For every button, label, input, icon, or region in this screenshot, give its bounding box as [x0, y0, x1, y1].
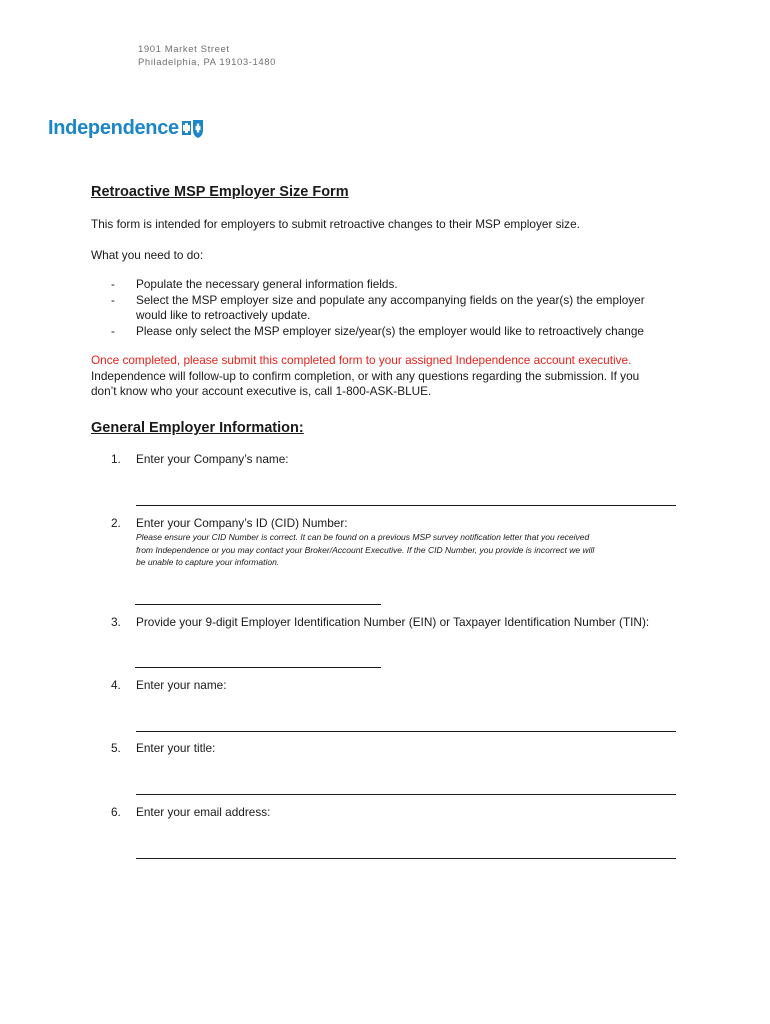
question-label: Enter your title:: [136, 741, 216, 755]
cid-note: [136, 531, 696, 569]
logo-text: Independence: [48, 116, 179, 139]
todo-heading: What you need to do:: [91, 248, 204, 262]
cid-number-field[interactable]: [135, 604, 381, 605]
question-your-name: [111, 678, 227, 693]
bullet-text: Please only select the MSP employer size/year(s) the employer would like to retroactively change: [136, 323, 644, 338]
question-company-name: [111, 452, 289, 467]
question-label: Provide your 9-digit Employer Identification Number (EIN) or Taxpayer Identification Number (TIN):: [136, 615, 650, 629]
section-heading: General Employer Information:: [91, 420, 304, 436]
bullet-dash: -: [111, 292, 115, 307]
question-number: 2.: [111, 516, 121, 530]
company-name-field[interactable]: [136, 505, 676, 506]
bullet-text: would like to retroactively update.: [136, 308, 311, 322]
question-label: Enter your Company’s name:: [136, 452, 289, 466]
blue-cross-blue-shield-icon: [182, 117, 204, 139]
email-field[interactable]: [136, 858, 676, 859]
bullet-dash: -: [111, 277, 115, 291]
mailing-address: [138, 43, 276, 69]
title-field[interactable]: [136, 794, 676, 795]
form-title: Retroactive MSP Employer Size Form: [91, 184, 349, 200]
question-title: [111, 741, 215, 756]
question-number: 5.: [111, 741, 121, 755]
question-email: [111, 805, 270, 820]
question-cid-number: [111, 516, 348, 531]
bullet-dash: -: [111, 323, 115, 338]
note-line: from Independence or you may contact your Broker/Account Executive. If the CID Number, you provide is incorrect we will: [136, 544, 595, 555]
question-number: 4.: [111, 678, 121, 692]
bullet-text: Select the MSP employer size and populate any accompanying fields on the year(s) the employer: [136, 292, 645, 307]
note-line: be unable to capture your information.: [136, 557, 280, 567]
question-label: Enter your Company’s ID (CID) Number:: [136, 516, 348, 530]
question-number: 3.: [111, 615, 121, 629]
list-item: [111, 277, 691, 293]
todo-list: [111, 277, 691, 339]
list-item-continuation: [111, 308, 691, 324]
address-line-2: Philadelphia, PA 19103-1480: [138, 57, 277, 68]
question-label: Enter your name:: [136, 678, 227, 692]
address-line-1: 1901 Market Street: [138, 44, 230, 55]
closing-line: don’t know who your account executive is, call 1-800-ASK-BLUE.: [91, 384, 432, 398]
list-item: [111, 293, 691, 309]
closing-paragraph: [91, 353, 691, 400]
bullet-text: Populate the necessary general information fields.: [136, 277, 398, 291]
question-number: 1.: [111, 452, 121, 466]
closing-line: Independence will follow-up to confirm completion, or with any questions regarding the submission. If you: [91, 368, 640, 383]
note-line: Please ensure your CID Number is correct. It can be found on a previous MSP survey notification letter that you received: [136, 532, 590, 542]
submit-instruction: Once completed, please submit this completed form to your assigned Independence account executive.: [91, 353, 632, 367]
question-ein-tin: [111, 615, 649, 630]
your-name-field[interactable]: [136, 731, 676, 732]
ein-tin-field[interactable]: [135, 667, 381, 668]
question-number: 6.: [111, 805, 121, 819]
list-item: [111, 324, 691, 340]
question-label: Enter your email address:: [136, 805, 271, 819]
intro-text: This form is intended for employers to submit retroactive changes to their MSP employer size.: [91, 217, 580, 231]
independence-logo: [48, 116, 204, 140]
